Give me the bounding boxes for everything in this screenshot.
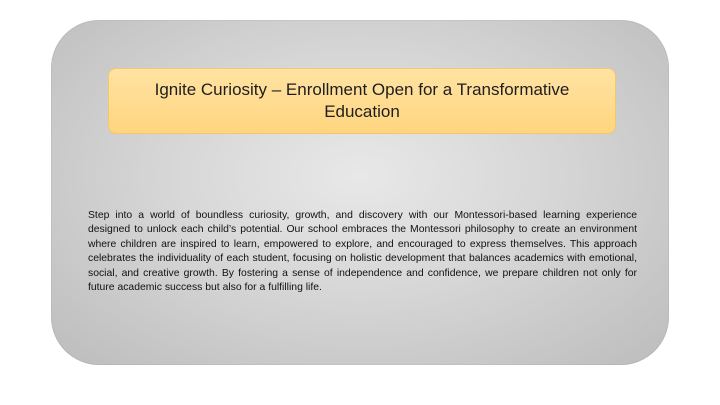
- body-paragraph: Step into a world of boundless curiosity, growth, and discovery with our Montessori-based learning experience designed to unlock each child’s potential. Our school embraces the Montessori philosophy to create an environment where children are inspired to learn, empowered to explore, and encouraged to express themselves. This approach celebrates the individuality of each student, focusing on holistic development that balances academics with emotional, social, and creative growth. By fostering a sense of independence and confidence, we prepare children not only for future academic success but also for a fulfilling life.: [88, 210, 637, 294]
- slide-title: Ignite Curiosity – Enrollment Open for a Transformative Education: [154, 80, 570, 121]
- title-box: [108, 68, 616, 134]
